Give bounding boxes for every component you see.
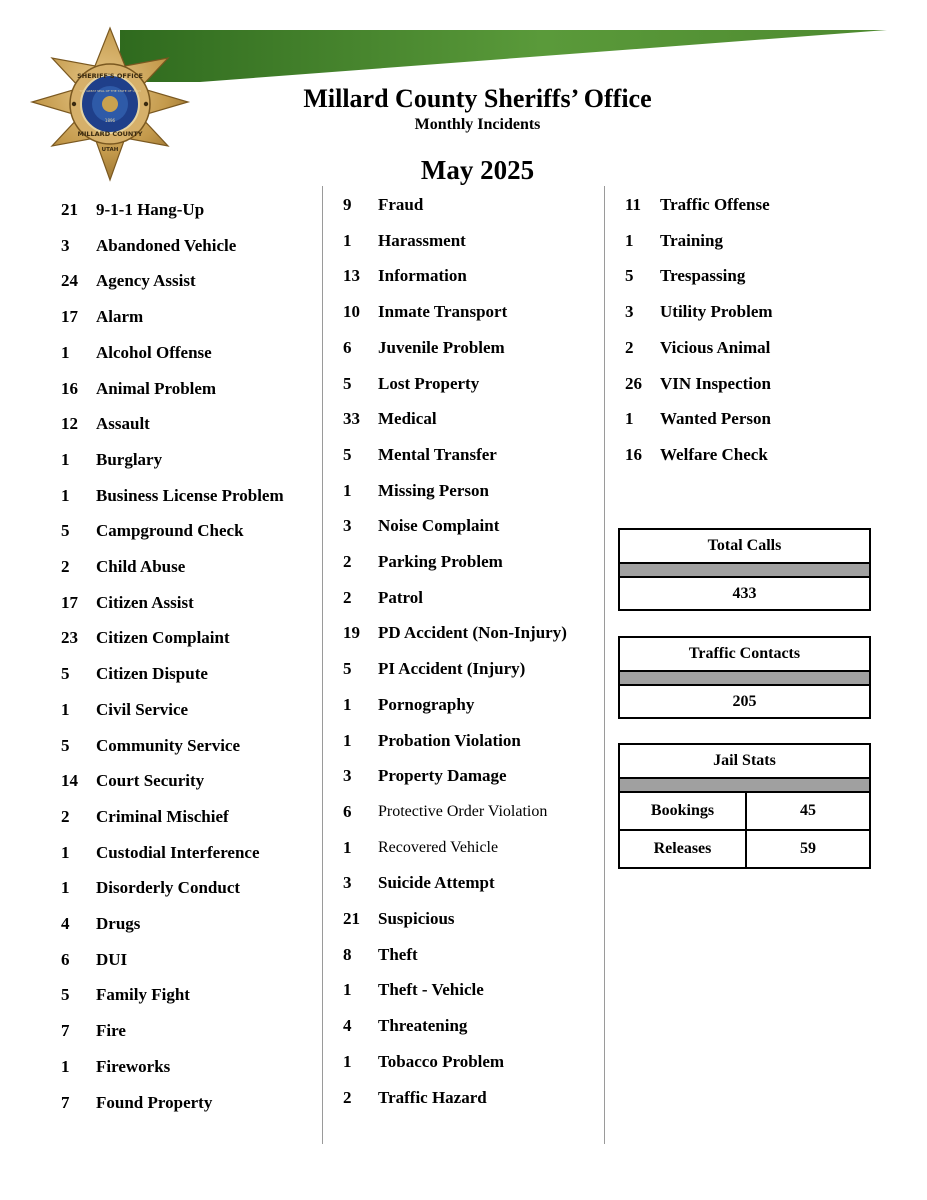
incident-label: Threatening (378, 1016, 468, 1035)
seal-year: 1896 (104, 118, 116, 123)
incident-label: Protective Order Violation (378, 803, 548, 820)
incident-count: 21 (61, 200, 78, 219)
incident-count: 16 (625, 445, 642, 464)
traffic-contacts-box (618, 636, 871, 719)
traffic-contacts-bar (620, 672, 869, 686)
incident-label: 9-1-1 Hang-Up (96, 200, 205, 219)
total-calls-value: 433 (732, 585, 757, 602)
incident-label: Drugs (96, 914, 141, 933)
incident-label: Alarm (96, 307, 144, 326)
incident-count: 1 (61, 343, 70, 362)
incident-label: Citizen Dispute (96, 664, 208, 683)
incident-count: 4 (343, 1016, 352, 1035)
incident-count: 5 (61, 736, 70, 755)
incident-count: 2 (343, 552, 352, 571)
incident-label: PD Accident (Non-Injury) (378, 623, 567, 642)
incident-label: Wanted Person (660, 409, 771, 428)
incident-count: 1 (343, 481, 352, 500)
incident-label: Criminal Mischief (96, 807, 229, 826)
incident-label: Medical (378, 409, 437, 428)
incident-label: Inmate Transport (378, 302, 508, 321)
incident-count: 1 (343, 231, 352, 250)
incident-label: Mental Transfer (378, 445, 497, 464)
incident-label: Juvenile Problem (378, 338, 505, 357)
incident-label: Welfare Check (660, 445, 768, 464)
incident-label: Animal Problem (96, 379, 217, 398)
incident-count: 1 (625, 409, 634, 428)
incident-count: 3 (61, 236, 70, 255)
incident-count: 12 (61, 414, 78, 433)
jail-stats-bar (620, 779, 869, 793)
incident-label: Fireworks (96, 1057, 171, 1076)
incident-count: 3 (625, 302, 634, 321)
incident-label: Theft - Vehicle (378, 980, 484, 999)
incident-count: 16 (61, 379, 78, 398)
incident-label: Vicious Animal (660, 338, 771, 357)
incident-label: Community Service (96, 736, 241, 755)
incident-label: Citizen Complaint (96, 628, 230, 647)
bookings-value: 45 (800, 802, 816, 819)
releases-label: Releases (620, 831, 747, 867)
incident-label: Utility Problem (660, 302, 773, 321)
incident-count: 7 (61, 1093, 70, 1112)
incident-label: Citizen Assist (96, 593, 194, 612)
incident-label: Court Security (96, 771, 205, 790)
incident-count: 23 (61, 628, 78, 647)
incident-label: Theft (378, 945, 418, 964)
incident-label: Trespassing (660, 266, 746, 285)
incident-count: 13 (343, 266, 360, 285)
incident-label: Harassment (378, 231, 466, 250)
releases-value: 59 (800, 840, 816, 857)
badge-top-text: SHERIFF'S OFFICE (77, 72, 143, 80)
total-calls-bar (620, 564, 869, 578)
total-calls-box (618, 528, 871, 611)
incident-label: VIN Inspection (660, 374, 771, 393)
incident-count: 2 (61, 557, 70, 576)
incident-count: 26 (625, 374, 642, 393)
incident-count: 1 (343, 1052, 352, 1071)
incident-count: 1 (61, 450, 70, 469)
incident-count: 6 (343, 338, 352, 357)
incident-count: 24 (61, 271, 78, 290)
incident-count: 19 (343, 623, 360, 642)
incident-count: 1 (61, 700, 70, 719)
seal-text: THE GREAT SEAL OF THE STATE OF UTAH (79, 89, 141, 93)
report-period: May 2025 (420, 155, 535, 185)
incident-label: Suspicious (378, 909, 455, 928)
badge-state-text: UTAH (101, 147, 119, 153)
incident-label: Assault (96, 414, 150, 433)
incident-count: 1 (61, 878, 70, 897)
incident-label: Child Abuse (96, 557, 186, 576)
incident-count: 5 (61, 985, 70, 1004)
incident-label: Alcohol Offense (96, 343, 212, 362)
incident-label: Training (660, 231, 723, 250)
incident-count: 5 (61, 521, 70, 540)
traffic-contacts-value: 205 (732, 693, 757, 710)
incident-label: Agency Assist (96, 271, 196, 290)
incident-label: Family Fight (96, 985, 190, 1004)
incident-count: 3 (343, 766, 352, 785)
incident-label: Burglary (96, 450, 163, 469)
incident-count: 21 (343, 909, 360, 928)
incident-label: Fraud (378, 195, 424, 214)
incident-label: PI Accident (Injury) (378, 659, 526, 678)
incident-label: Probation Violation (378, 731, 521, 750)
page-title: Millard County Sheriffs’ Office (303, 84, 652, 113)
incident-label: Missing Person (378, 481, 489, 500)
incident-label: Noise Complaint (378, 516, 500, 535)
incident-label: Lost Property (378, 374, 480, 393)
incident-count: 1 (61, 1057, 70, 1076)
incident-label: Recovered Vehicle (378, 839, 499, 856)
incident-label: Tobacco Problem (378, 1052, 505, 1071)
incident-label: Traffic Offense (660, 195, 770, 214)
incident-count: 33 (343, 409, 360, 428)
page-subtitle: Monthly Incidents (414, 116, 541, 133)
releases-row (620, 829, 869, 867)
incident-label: Traffic Hazard (378, 1088, 487, 1107)
incident-count: 3 (343, 873, 352, 892)
incident-label: Business License Problem (96, 486, 284, 505)
incident-label: Property Damage (378, 766, 507, 785)
incident-count: 6 (343, 802, 352, 821)
incident-label: Campground Check (96, 521, 244, 540)
incident-label: Found Property (96, 1093, 213, 1112)
incident-count: 4 (61, 914, 70, 933)
incident-count: 6 (61, 950, 70, 969)
bookings-row (620, 793, 869, 829)
incident-count: 5 (343, 374, 352, 393)
incident-count: 3 (343, 516, 352, 535)
incident-label: Information (378, 266, 467, 285)
incident-count: 1 (343, 838, 352, 857)
incident-count: 2 (625, 338, 634, 357)
incident-count: 5 (625, 266, 634, 285)
incident-label: Fire (96, 1021, 126, 1040)
incident-count: 8 (343, 945, 352, 964)
bookings-label: Bookings (620, 793, 747, 829)
total-calls-label: Total Calls (620, 530, 869, 564)
incident-count: 5 (343, 445, 352, 464)
incident-count: 2 (343, 1088, 352, 1107)
incident-label: DUI (96, 950, 128, 969)
incident-count: 17 (61, 593, 78, 612)
jail-stats-label: Jail Stats (620, 745, 869, 779)
incident-label: Abandoned Vehicle (96, 236, 237, 255)
incident-count: 1 (343, 980, 352, 999)
incident-count: 5 (343, 659, 352, 678)
jail-stats-box (618, 743, 871, 869)
incident-label: Custodial Interference (96, 843, 260, 862)
incident-count: 1 (61, 843, 70, 862)
incident-count: 17 (61, 307, 78, 326)
incident-count: 1 (625, 231, 634, 250)
incident-label: Civil Service (96, 700, 189, 719)
incident-count: 2 (61, 807, 70, 826)
column-divider-1 (322, 186, 323, 1144)
incident-count: 1 (61, 486, 70, 505)
incident-count: 1 (343, 695, 352, 714)
column-divider-2 (604, 186, 605, 1144)
incident-count: 2 (343, 588, 352, 607)
incident-count: 9 (343, 195, 352, 214)
incident-count: 11 (625, 195, 642, 214)
badge-bottom-text: MILLARD COUNTY (77, 130, 143, 138)
incident-label: Suicide Attempt (378, 873, 495, 892)
incident-label: Patrol (378, 588, 424, 607)
incident-label: Pornography (378, 695, 475, 714)
traffic-contacts-label: Traffic Contacts (620, 638, 869, 672)
incident-count: 1 (343, 731, 352, 750)
incident-count: 5 (61, 664, 70, 683)
incident-count: 14 (61, 771, 78, 790)
incident-label: Parking Problem (378, 552, 503, 571)
incident-label: Disorderly Conduct (96, 878, 241, 897)
incident-count: 10 (343, 302, 360, 321)
incident-count: 7 (61, 1021, 70, 1040)
